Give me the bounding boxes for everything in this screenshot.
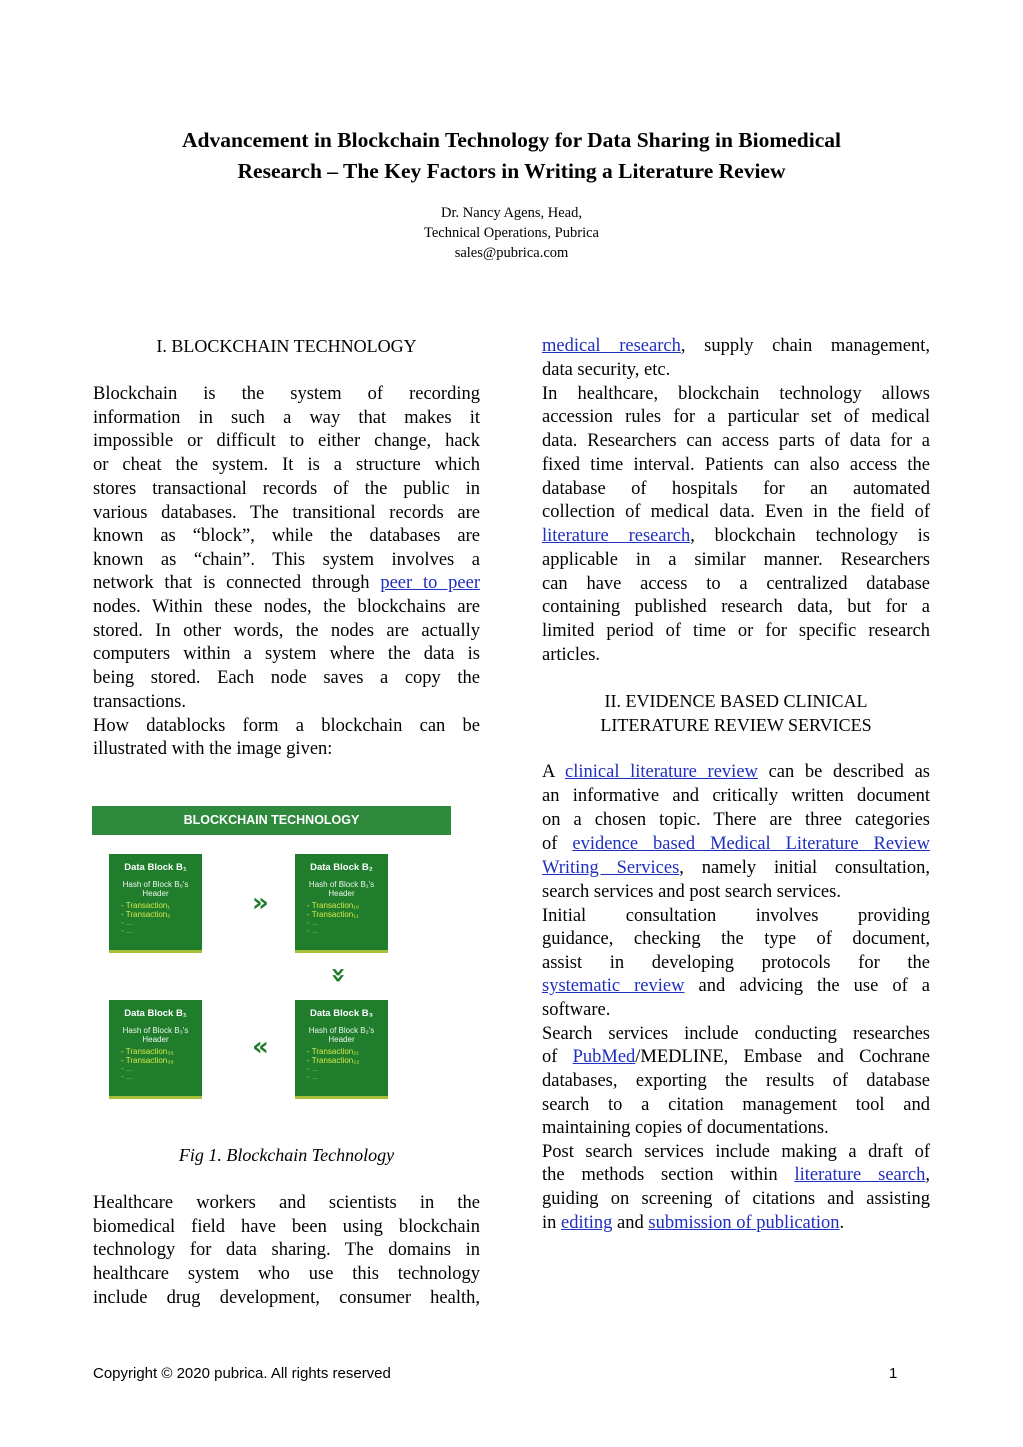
block-more: - ... — [121, 918, 133, 927]
text-line: known as “block”, while the databases are — [93, 526, 480, 547]
text-fragment: , — [925, 1165, 930, 1185]
text-line: fixed time interval. Patients can also access the — [542, 454, 930, 475]
block-title: Data Block B₁ — [124, 1008, 187, 1019]
text-fragment: , namely initial consultation, — [679, 858, 930, 878]
text-fragment: the methods section within — [542, 1165, 795, 1185]
text-line: include drug development, consumer health, — [93, 1287, 480, 1308]
right-line-editing — [542, 1211, 930, 1235]
text-line: on a chosen topic. There are three categories — [542, 809, 930, 830]
text-line: known as “chain”. This system involves a — [93, 549, 480, 570]
right-line-systematic — [542, 974, 930, 998]
text-fragment: in — [542, 1213, 562, 1233]
text-line: data. Researchers can access parts of data for a — [542, 431, 930, 452]
block-title: Data Block B₃ — [310, 1008, 373, 1019]
text-line: How datablocks form a blockchain can be — [93, 715, 480, 736]
block-more: - ... — [121, 1072, 133, 1081]
link-submission-of-publication[interactable]: submission of publication — [648, 1213, 840, 1233]
block-transaction: - Transaction₂₂ — [307, 1056, 360, 1065]
link-medical-research[interactable]: medical research — [542, 336, 681, 356]
arrow-left-icon: « — [252, 1032, 269, 1062]
text-line: databases, exporting the results of database — [542, 1071, 930, 1091]
title-line-2: Research – The Key Factors in Writing a Literature Review — [237, 159, 786, 183]
text-line: assist in developing protocols for the — [542, 953, 930, 974]
link-clinical-literature-review[interactable]: clinical literature review — [565, 762, 758, 782]
right-line-guiding: guiding on screening of citations and assisting — [542, 1189, 930, 1209]
footer-copyright: Copyright © 2020 pubrica. All rights reserved — [93, 1365, 391, 1382]
block-title: Data Block B₁ — [124, 862, 187, 873]
text-line: illustrated with the image given: — [93, 739, 333, 760]
link-literature-search[interactable]: literature search — [794, 1165, 926, 1185]
text-line: containing published research data, but for a — [542, 597, 930, 618]
block-hash: Hash of Block B₂'s — [308, 1026, 375, 1035]
right-line-literature-research — [542, 524, 930, 548]
block-title: Data Block B₂ — [310, 862, 373, 873]
block-hash-header: Header — [142, 1035, 169, 1044]
text-line: being stored. Each node saves a copy the — [93, 668, 480, 689]
text-line: stored. In other words, the nodes are actually — [93, 620, 480, 641]
title-line-1: Advancement in Blockchain Technology for Data Sharing in Biomedical — [181, 128, 841, 152]
block-more: - ... — [307, 1064, 319, 1073]
text-line: technology for data sharing. The domains in — [93, 1240, 480, 1261]
text-line: In healthcare, blockchain technology allows — [542, 383, 930, 404]
block-transaction: - Transaction₂ — [121, 910, 171, 919]
text-line: healthcare system who use this technology — [93, 1264, 480, 1285]
arrow-down-icon: » — [323, 966, 354, 984]
right-line-ebm-2 — [542, 856, 930, 880]
block-transaction: - Transaction₂₁ — [307, 1047, 360, 1056]
data-block-top-right — [295, 854, 388, 953]
section-heading-evidence-line-2: LITERATURE REVIEW SERVICES — [600, 715, 872, 735]
text-line: Search services include conducting researches — [542, 1023, 930, 1044]
figure-caption: Fig 1. Blockchain Technology — [178, 1145, 395, 1165]
text-line: various databases. The transitional records are — [93, 502, 480, 523]
data-block-top-left — [109, 854, 202, 953]
block-hash-header: Header — [328, 1035, 355, 1044]
text-line: stores transactional records of the public in — [93, 478, 480, 499]
text-line: search services and post search services. — [542, 882, 841, 902]
text-line: limited period of time or for specific research — [542, 621, 930, 642]
block-more: - ... — [307, 926, 319, 935]
section-heading-blockchain: I. BLOCKCHAIN TECHNOLOGY — [156, 336, 417, 356]
text-fragment: A — [542, 762, 566, 782]
text-line: Post search services include making a draft of — [542, 1142, 930, 1163]
left-line-peer — [93, 571, 480, 595]
block-more: - ... — [307, 1072, 319, 1081]
text-line: applicable in a similar manner. Researchers — [542, 550, 930, 570]
figure-banner: BLOCKCHAIN TECHNOLOGY — [92, 806, 451, 835]
author-affiliation: Technical Operations, Pubrica — [424, 225, 599, 241]
right-line-literature-search — [542, 1163, 930, 1187]
text-line: Healthcare workers and scientists in the — [93, 1193, 480, 1213]
block-hash: Hash of Block B₃'s — [122, 1026, 189, 1035]
text-fragment: , supply chain management, — [680, 336, 931, 356]
text-fragment: , blockchain technology is — [690, 526, 930, 546]
section-heading-evidence: II. EVIDENCE BASED CLINICAL — [604, 691, 868, 711]
link-evidence-based-review[interactable]: evidence based Medical Literature Review — [572, 834, 931, 854]
block-transaction: - Transaction₁₀ — [307, 901, 360, 910]
text-line: information in such a way that makes it — [93, 407, 480, 428]
text-line: guidance, checking the type of document, — [542, 929, 930, 950]
text-line: can have access to a centralized database — [542, 573, 930, 594]
blockchain-figure — [92, 806, 451, 1101]
footer-page-number: 1 — [889, 1365, 898, 1382]
text-line: biomedical field have been using blockchain — [93, 1216, 480, 1237]
text-fragment: of — [542, 1047, 573, 1067]
block-transaction: - Transaction₁₁ — [307, 910, 359, 919]
text-line: articles. — [542, 644, 601, 665]
block-hash: Hash of Block B₁'s — [308, 880, 375, 889]
text-line: transactions. — [93, 691, 186, 712]
block-transaction: - Transaction₃₆ — [121, 1056, 174, 1065]
text-line: database of hospitals for an automated — [542, 478, 930, 499]
text-line: software. — [542, 1000, 611, 1020]
link-peer-to-peer[interactable]: peer to peer — [380, 573, 480, 593]
text-line: an informative and critically written document — [542, 786, 930, 806]
text-line: data security, etc. — [542, 360, 671, 380]
text-fragment: network that is connected through — [93, 573, 381, 593]
link-pubmed[interactable]: PubMed — [572, 1047, 636, 1067]
text-line: computers within a system where the data is — [93, 644, 480, 665]
block-transaction: - Transaction₁ — [121, 901, 170, 910]
text-fragment: of — [542, 834, 573, 854]
data-block-bottom-right — [295, 1000, 388, 1099]
text-line: nodes. Within these nodes, the blockchains are — [93, 597, 480, 617]
block-more: - ... — [121, 1064, 133, 1073]
text-line: maintaining copies of documentations. — [542, 1118, 829, 1139]
text-line: search to a citation management tool and — [542, 1094, 930, 1115]
block-hash: Hash of Block B₀'s — [122, 880, 189, 889]
block-more: - ... — [307, 918, 319, 927]
text-fragment: can be described as — [757, 762, 931, 782]
block-more: - ... — [121, 926, 133, 935]
data-block-bottom-left — [109, 1000, 202, 1099]
link-systematic-review[interactable]: systematic review — [542, 976, 685, 996]
text-line: or cheat the system. It is a structure which — [93, 455, 480, 476]
text-line: accession rules for a particular set of medical — [542, 407, 930, 428]
right-line-clinical — [542, 760, 930, 784]
right-line-ebm — [542, 832, 930, 856]
text-line: Blockchain is the system of recording — [93, 384, 480, 404]
block-transaction: - Transaction₃₅ — [121, 1047, 174, 1056]
text-fragment: /MEDLINE, Embase and Cochrane — [635, 1047, 930, 1067]
paper-title — [80, 125, 943, 187]
text-line: impossible or difficult to either change, hack — [93, 431, 480, 452]
author-email: sales@pubrica.com — [454, 245, 569, 261]
link-editing[interactable]: editing — [561, 1213, 613, 1233]
author-name: Dr. Nancy Agens, Head, — [441, 205, 582, 221]
right-line-medical-research — [542, 334, 930, 358]
text-fragment: and — [612, 1213, 649, 1233]
link-writing-services[interactable]: Writing Services — [542, 858, 680, 878]
text-line: Initial consultation involves providing — [542, 905, 930, 926]
block-hash-header: Header — [328, 889, 355, 898]
text-fragment: . — [839, 1213, 845, 1233]
text-line: collection of medical data. Even in the field of — [542, 502, 930, 523]
right-line-pubmed — [542, 1045, 930, 1069]
text-fragment: and advicing the use of a — [684, 976, 930, 996]
block-hash-header: Header — [142, 889, 169, 898]
link-literature-research[interactable]: literature research — [542, 526, 691, 546]
arrow-right-icon: » — [252, 888, 269, 918]
